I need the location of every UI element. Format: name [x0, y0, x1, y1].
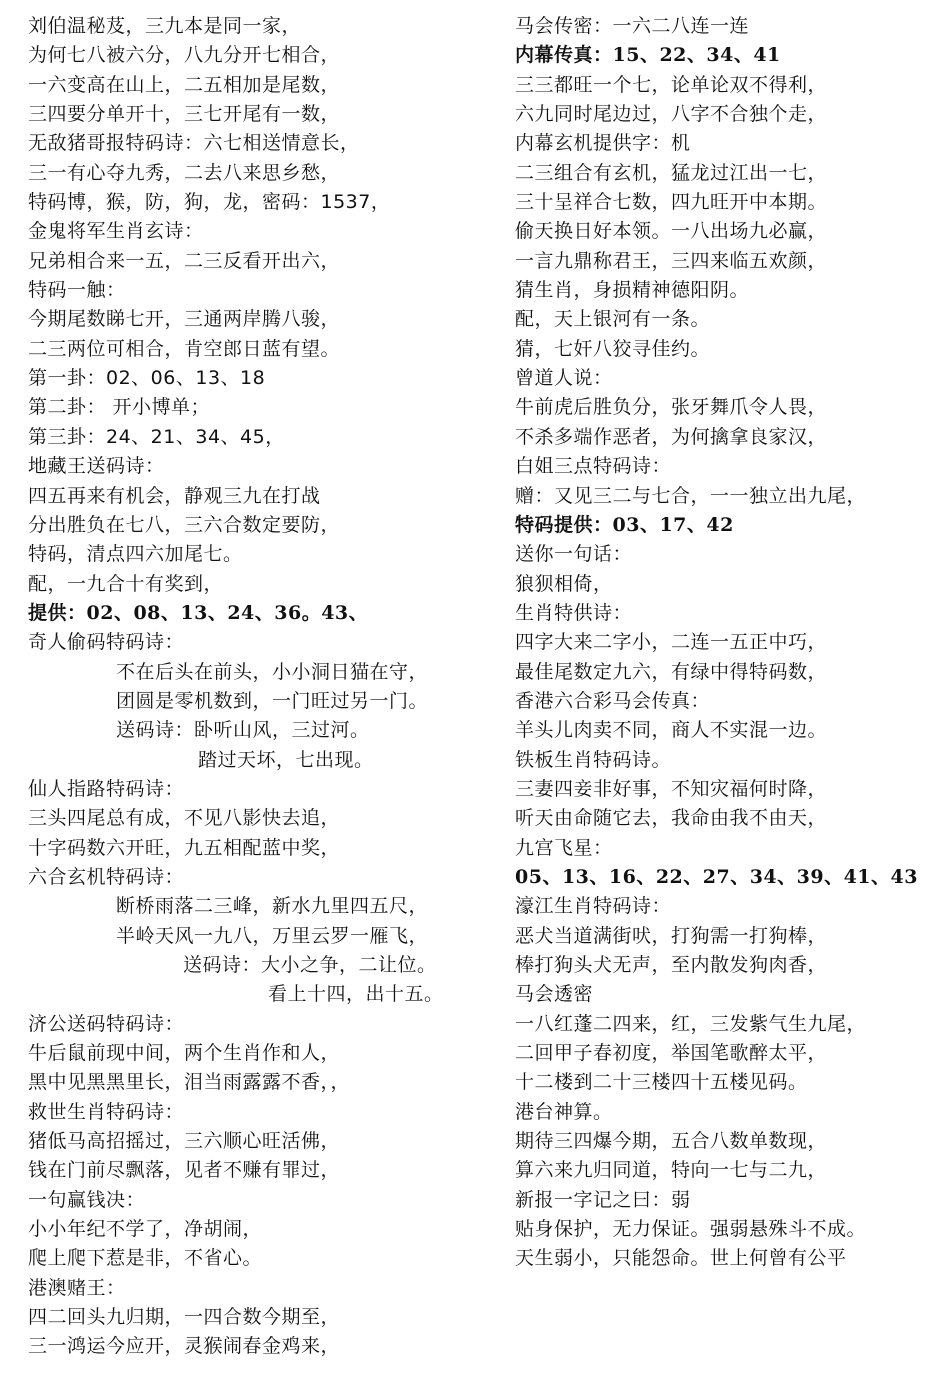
- text-line: 一八红蓬二四来，红，三发紫气生九尾，: [515, 1012, 867, 1035]
- text-line: 三妻四妾非好事，不知灾福何时降，: [515, 777, 828, 800]
- text-line: 天生弱小，只能怨命。世上何曾有公平: [515, 1247, 847, 1270]
- section-heading: 送你一句话：: [515, 543, 633, 566]
- text-line: 团圆是零机数到，一门旺过另一门。: [116, 689, 429, 712]
- text-line: 三一鸿运今应开，灵猴闹春金鸡来，: [28, 1335, 341, 1358]
- text-line: 不在后头在前头，小小洞日猫在守，: [116, 660, 429, 683]
- text-line: 三四要分单开十，三七开尾有一数，: [28, 103, 341, 126]
- text-line: 最佳尾数定九六，有绿中得特码数，: [515, 660, 828, 683]
- text-line: 05、13、16、22、27、34、39、41、43: [515, 865, 918, 888]
- section-heading: 濠江生肖特码诗：: [515, 895, 672, 918]
- section-heading: 特码一触：: [28, 279, 126, 302]
- text-line: 猪低马高招摇过，三六顺心旺活佛，: [28, 1130, 341, 1153]
- text-line: 第二卦： 开小博单；: [28, 396, 211, 419]
- text-line: 听天由命随它去，我命由我不由天，: [515, 807, 828, 830]
- text-line: 配，一九合十有奖到，: [28, 572, 224, 595]
- text-line: 提供：02、08、13、24、36。43、: [28, 601, 369, 624]
- text-line: 三三都旺一个七，论单论双不得利，: [515, 73, 828, 96]
- text-line: 牛后鼠前现中间，两个生肖作和人，: [28, 1042, 341, 1065]
- text-line: 为何七八被六分，八九分开七相合，: [28, 44, 341, 67]
- section-heading: 白姐三点特码诗：: [515, 455, 672, 478]
- text-line: 踏过天坏，七出现。: [198, 748, 374, 771]
- text-line: 兄弟相合来一五，二三反看开出六，: [28, 249, 341, 272]
- section-heading: 仙人指路特码诗：: [28, 777, 185, 800]
- section-heading: 港台神算。: [515, 1100, 613, 1123]
- section-heading: 生肖特供诗：: [515, 601, 633, 624]
- text-line: 棒打狗头犬无声，至内散发狗肉香，: [515, 954, 828, 976]
- text-line: 送码诗：大小之争，二让位。: [183, 954, 437, 976]
- text-line: 送码诗：卧听山风，三过河。: [116, 719, 370, 742]
- text-line: 十字码数六开旺，九五相配蓝中奖，: [28, 836, 341, 859]
- text-line: 三头四尾总有成，不见八影快去追，: [28, 807, 341, 830]
- left-column: [28, 12, 493, 1362]
- section-heading: 地藏王送码诗：: [28, 455, 165, 478]
- text-line: 断桥雨落二三峰，新水九里四五尺，: [116, 895, 429, 918]
- section-heading: 九宫飞星：: [515, 836, 613, 859]
- text-line: 钱在门前尽飘落，见者不赚有罪过，: [28, 1159, 341, 1182]
- section-heading: 铁板生肖特码诗。: [515, 748, 672, 771]
- text-line: 配，天上银河有一条。: [515, 308, 711, 331]
- text-line: 猜生肖，身损精神德阳阴。: [515, 279, 750, 302]
- text-line: 无敌猪哥报特码诗：六七相送情意长，: [28, 132, 360, 155]
- section-heading: 马会传密：一六二八连一连: [515, 15, 750, 37]
- section-heading: 济公送码特码诗：: [28, 1012, 185, 1035]
- text-line: 分出胜负在七八，三六合数定要防，: [28, 513, 341, 536]
- text-line: 四五再来有机会，静观三九在打战: [28, 484, 321, 507]
- text-line: 特码，清点四六加尾七。: [28, 543, 243, 566]
- section-heading: 金鬼将军生肖玄诗：: [28, 220, 204, 243]
- section-heading: 救世生肖特码诗：: [28, 1100, 185, 1123]
- text-line: 十二楼到二十三楼四十五楼见码。: [515, 1071, 808, 1094]
- text-line: 第三卦：24、21、34、45，: [28, 425, 285, 448]
- text-line: 二三两位可相合，肯空郎日蓝有望。: [28, 337, 341, 360]
- text-line: 恶犬当道满街吠，打狗需一打狗棒，: [515, 924, 828, 947]
- text-line: 猜，七奸八狡寻佳约。: [515, 337, 711, 360]
- section-heading: 马会透密: [515, 983, 594, 1006]
- section-heading: 曾道人说：: [515, 367, 613, 390]
- text-line: 黑中见黑黑里长，泪当雨露露不香，，: [28, 1071, 351, 1094]
- text-line: 狼狈相倚，: [515, 572, 613, 595]
- section-heading: 奇人偷码特码诗：: [28, 631, 185, 654]
- section-heading: 港澳赌王：: [28, 1276, 126, 1299]
- text-line: 爬上爬下惹是非，不省心。: [28, 1247, 263, 1270]
- right-column: [515, 12, 925, 1274]
- text-line: 偷天换日好本领。一八出场九必赢，: [515, 220, 828, 243]
- text-line: 四字大来二字小，二连一五正中巧，: [515, 631, 828, 654]
- text-line: 四二回头九归期，一四合数今期至，: [28, 1306, 341, 1329]
- section-heading: 六合玄机特码诗：: [28, 865, 185, 888]
- text-line: 赠：又见三二与七合，一一独立出九尾，: [515, 484, 867, 507]
- text-line: 算六来九归同道，特向一七与二九，: [515, 1159, 828, 1182]
- text-line: 第一卦：02、06、13、18: [28, 367, 266, 390]
- text-line: 特码博，猴，防，狗，龙，密码：1537，: [28, 191, 391, 214]
- text-line: 牛前虎后胜负分，张牙舞爪令人畏，: [515, 396, 828, 419]
- text-line: 六九同时尾边过，八字不合独个走，: [515, 103, 828, 126]
- text-line: 今期尾数睇七开，三通两岸腾八骏，: [28, 308, 341, 331]
- text-line: 二回甲子春初度，举国笔歌醉太平，: [515, 1042, 828, 1065]
- text-line: 特码提供：03、17、42: [515, 513, 734, 536]
- text-line: 内幕传真：15、22、34、41: [515, 44, 781, 67]
- text-line: 小小年纪不学了，净胡闹，: [28, 1218, 263, 1241]
- text-line: 不杀多端作恶者，为何擒拿良家汉，: [515, 425, 828, 448]
- text-line: 羊头儿肉卖不同，商人不实混一边。: [515, 719, 828, 742]
- text-line: 刘伯温秘芨，三九本是同一家，: [28, 15, 302, 37]
- text-line: 三一有心夺九秀，二去八来思乡愁，: [28, 161, 341, 184]
- text-line: 新报一字记之曰：弱: [515, 1188, 691, 1211]
- text-line: 期待三四爆今期，五合八数单数现，: [515, 1130, 828, 1153]
- section-heading: 香港六合彩马会传真：: [515, 689, 711, 712]
- text-line: 贴身保护，无力保证。强弱悬殊斗不成。: [515, 1218, 867, 1241]
- text-line: 三十呈祥合七数，四九旺开中本期。: [515, 191, 828, 214]
- text-line: 内幕玄机提供字：机: [515, 132, 691, 155]
- section-heading: 一句赢钱决：: [28, 1188, 146, 1211]
- text-line: 二三组合有玄机，猛龙过江出一七，: [515, 161, 828, 184]
- text-line: 看上十四，出十五。: [268, 983, 444, 1006]
- text-line: 半岭天风一九八，万里云罗一雁飞，: [116, 924, 429, 947]
- text-line: 一六变高在山上，二五相加是尾数，: [28, 73, 341, 96]
- text-line: 一言九鼎称君王，三四来临五欢颜，: [515, 249, 828, 272]
